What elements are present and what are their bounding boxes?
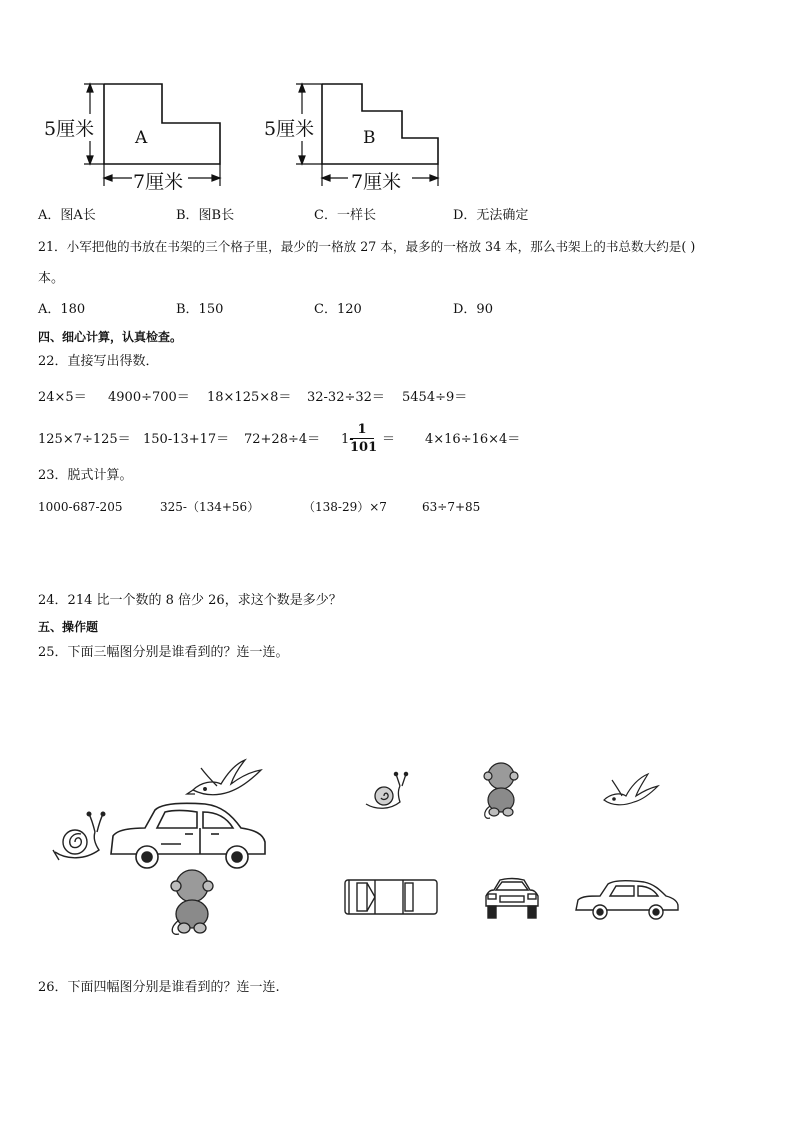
q22-r2-item3: 72+28÷4＝: [244, 432, 321, 447]
q23-title: 23．脱式计算。: [38, 468, 133, 483]
q22-r1-item5: 5454÷9＝: [402, 390, 468, 405]
car-front-icon: [486, 879, 538, 919]
q25-view-car-side: [572, 876, 682, 922]
fraction-denominator: 101: [350, 440, 378, 455]
shape-b-outline: [322, 84, 438, 164]
q22-title: 22．直接写出得数．: [38, 354, 159, 369]
car-side-icon: [111, 803, 265, 868]
q23-item4: 63÷7+85: [422, 500, 481, 514]
q25-view-snail: [360, 768, 416, 814]
bird-icon: [187, 760, 261, 795]
car-top-icon: [345, 880, 437, 914]
q23-item2: 325-（134+56）: [160, 500, 260, 514]
q25-scene: [45, 752, 285, 937]
q22-r1-item2: 4900÷700＝: [108, 390, 190, 405]
q20-option-d: D．无法确定: [453, 208, 529, 223]
fraction-bar: [350, 438, 374, 439]
bird-icon: [604, 774, 658, 805]
section5-title: 五、操作题: [38, 620, 99, 634]
shape-b-name: B: [363, 128, 376, 148]
car-side-icon: [576, 881, 678, 919]
section4-title: 四、细心计算，认真检查。: [38, 330, 183, 344]
shape-a-outline: [104, 84, 220, 164]
shape-a-name: A: [135, 128, 148, 148]
q22-r2-item2: 150-13+17＝: [143, 432, 230, 447]
q22-r2-frac-suffix: ＝: [382, 432, 396, 447]
q23-item1: 1000-687-205: [38, 500, 123, 514]
q21-option-b: B．150: [176, 302, 224, 317]
q23-item3: （138-29）×7: [303, 500, 387, 514]
q25-view-car-top: [343, 876, 439, 918]
snail-icon: [366, 772, 408, 808]
q20-option-a: A．图A长: [38, 208, 96, 223]
q20-option-b: B．图B长: [176, 208, 235, 223]
q21-option-a: A．180: [38, 302, 86, 317]
q22-r2-item5: 4×16÷16×4＝: [425, 432, 521, 447]
q22-r1-item4: 32-32÷32＝: [307, 390, 385, 405]
q21-option-c: C．120: [314, 302, 362, 317]
monkey-back-icon: [171, 870, 213, 934]
q22-r1-item3: 18×125×8＝: [207, 390, 292, 405]
q25-view-monkey: [476, 760, 526, 822]
q26-text: 26．下面四幅图分别是谁看到的？连一连.: [38, 980, 280, 995]
monkey-back-icon: [484, 763, 518, 818]
q22-r1-item1: 24×5＝: [38, 390, 87, 405]
snail-icon: [53, 812, 105, 860]
shape-a-height-label: 5厘米: [44, 114, 94, 141]
q25-view-bird: [598, 770, 662, 810]
shape-a-width-label: 7厘米: [133, 171, 184, 193]
q22-r2-frac-prefix: 1-: [341, 432, 354, 447]
q22-r2-fraction: [350, 422, 378, 455]
q21-option-d: D．90: [453, 302, 493, 317]
q21-text-line2: 本。: [38, 271, 65, 286]
fraction-numerator: 1: [357, 422, 367, 437]
shape-b-height-label: 5厘米: [264, 114, 314, 141]
q25-text: 25．下面三幅图分别是谁看到的？连一连。: [38, 645, 289, 660]
q21-text-line1: 21．小军把他的书放在书架的三个格子里，最少的一格放 27 本，最多的一格放 34 本，那么书架上的书总数大约是( ): [38, 239, 696, 254]
q24-text: 24．214 比一个数的 8 倍少 26，求这个数是多少？: [38, 593, 342, 608]
q20-option-c: C．一样长: [314, 208, 376, 223]
q25-view-car-front: [480, 876, 544, 922]
shape-b-width-label: 7厘米: [351, 171, 402, 193]
q22-r2-item1: 125×7÷125＝: [38, 432, 131, 447]
